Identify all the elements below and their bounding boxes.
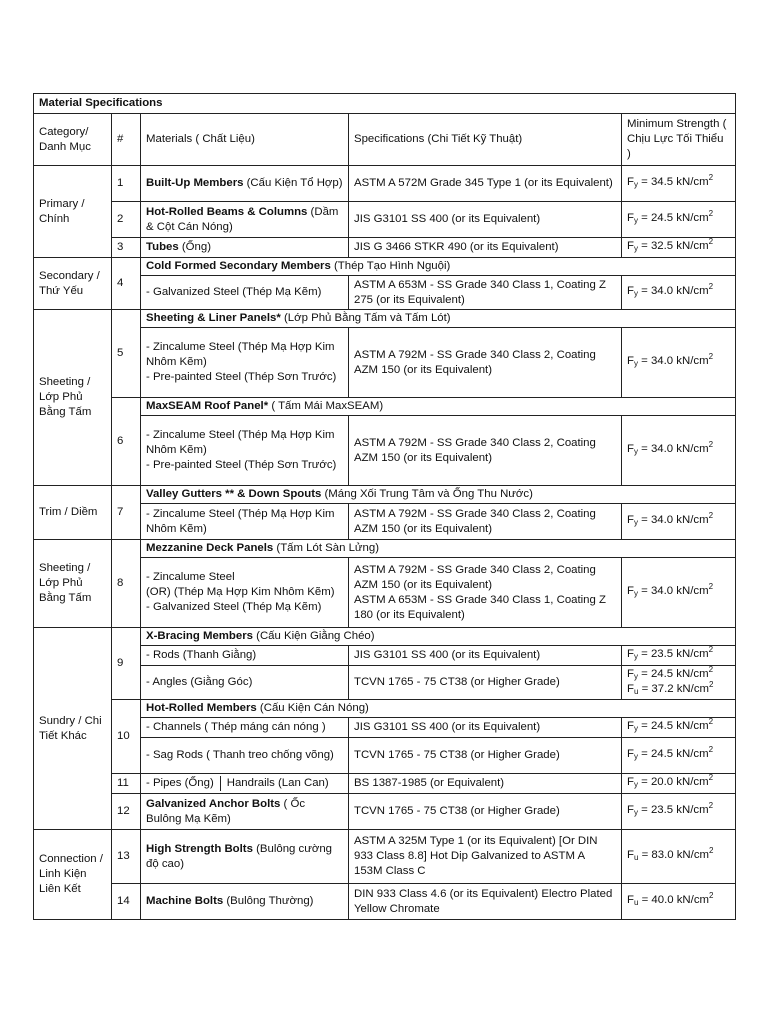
row-num: 14 [112, 884, 141, 920]
strength-cell [622, 504, 736, 540]
strength-cell [622, 646, 736, 666]
header-specifications: Specifications (Chi Tiết Kỹ Thuật) [349, 114, 622, 166]
strength-value: = 34.0 kN/cm [637, 585, 709, 597]
row-num: 1 [112, 166, 141, 202]
row-num: 13 [112, 830, 141, 884]
material-item: - Pre-painted Steel (Thép Sơn Trước) [146, 459, 337, 471]
category-sundry: Sundry / Chi Tiết Khác [34, 628, 112, 830]
material-cell [141, 774, 349, 794]
table-row [34, 830, 736, 884]
spec-line: ASTM A 792M - SS Grade 340 Class 2, Coating AZM 150 (or its Equivalent) [354, 563, 596, 591]
strength-sub: y [633, 518, 638, 527]
header-materials: Materials ( Chất Liệu) [141, 114, 349, 166]
material-cell [141, 830, 349, 884]
strength-value: = 40.0 kN/cm [638, 894, 710, 906]
strength-cell [622, 884, 736, 920]
material-name: High Strength Bolts [146, 842, 253, 855]
material-name: Hot-Rolled Beams & Columns [146, 205, 308, 218]
strength-cell [622, 738, 736, 774]
group-translation: (Máng Xối Trung Tâm và Ống Thu Nước) [321, 488, 533, 500]
strength-value: = 24.5 kN/cm [637, 748, 709, 760]
strength-cell [622, 558, 736, 628]
table-row [34, 258, 736, 276]
row-num: 10 [112, 700, 141, 774]
material-cell [141, 794, 349, 830]
strength-sup: 2 [708, 511, 714, 520]
material-cell: - Angles (Giằng Góc) [141, 666, 349, 700]
material-cell [141, 558, 349, 628]
strength-sub: y [633, 780, 638, 789]
group-heading [141, 310, 736, 328]
group-heading [141, 700, 736, 718]
group-name: Sheeting & Liner Panels* [146, 312, 281, 324]
table-row [34, 398, 736, 416]
strength-sup: 2 [708, 209, 714, 218]
row-num: 6 [112, 398, 141, 486]
material-name: Tubes [146, 241, 179, 253]
strength-value: = 24.5 kN/cm [637, 720, 709, 732]
material-cell [141, 166, 349, 202]
category-sheeting: Sheeting / Lớp Phủ Bằng Tấm [34, 310, 112, 486]
strength-symbol: F [627, 648, 634, 660]
category-secondary: Secondary / Thứ Yếu [34, 258, 112, 310]
strength-sub: u [633, 853, 639, 862]
spec-cell: TCVN 1765 - 75 CT38 (or Higher Grade) [349, 738, 622, 774]
table-row [34, 774, 736, 794]
category-trim: Trim / Diềm [34, 486, 112, 540]
strength-cell [622, 666, 736, 700]
strength-sub: y [633, 289, 638, 298]
table-row [34, 884, 736, 920]
strength-sub: y [633, 244, 638, 253]
spec-cell: ASTM A 792M - SS Grade 340 Class 2, Coating AZM 150 (or its Equivalent) [349, 328, 622, 398]
spec-cell: JIS G3101 SS 400 (or its Equivalent) [349, 718, 622, 738]
category-sheeting: Sheeting / Lớp Phủ Bằng Tấm [34, 540, 112, 628]
strength-value: = 23.5 kN/cm [637, 804, 709, 816]
row-num: 11 [112, 774, 141, 794]
spec-cell: ASTM A 792M - SS Grade 340 Class 2, Coating AZM 150 (or its Equivalent) [349, 504, 622, 540]
strength-symbol: F [627, 240, 634, 252]
group-name: Mezzanine Deck Panels [146, 542, 274, 554]
spec-cell: TCVN 1765 - 75 CT38 (or Higher Grade) [349, 794, 622, 830]
strength-cell [622, 276, 736, 310]
material-cell: - Rods (Thanh Giằng) [141, 646, 349, 666]
strength-value: = 34.0 kN/cm [637, 285, 709, 297]
material-item: Handrails (Lan Can) [226, 777, 329, 789]
strength-line [627, 664, 730, 683]
row-num: 7 [112, 486, 141, 540]
strength-value: = 24.5 kN/cm [637, 667, 709, 680]
category-primary: Primary / Chính [34, 166, 112, 258]
strength-symbol: F [627, 176, 634, 188]
strength-value: = 24.5 kN/cm [637, 212, 709, 224]
strength-sup: 2 [709, 679, 714, 689]
strength-sup: 2 [708, 352, 714, 361]
strength-cell [622, 416, 736, 486]
strength-sub: y [633, 180, 638, 189]
table-row [34, 628, 736, 646]
material-translation: (Cấu Kiện Tổ Hợp) [243, 177, 343, 189]
material-name: Galvanized Anchor Bolts [146, 797, 281, 810]
material-name: Built-Up Members [146, 177, 244, 189]
group-translation: (Cấu Kiện Giằng Chéo) [252, 630, 375, 642]
spec-cell: BS 1387-1985 (or Equivalent) [349, 774, 622, 794]
material-item: - Pre-painted Steel (Thép Sơn Trước) [146, 371, 337, 383]
strength-symbol: F [627, 720, 634, 732]
spec-cell: DIN 933 Class 4.6 (or its Equivalent) Electro Plated Yellow Chromate [349, 884, 622, 920]
header-category: Category/ Danh Mục [34, 114, 112, 166]
strength-symbol: F [627, 667, 634, 680]
strength-sub: y [633, 724, 638, 733]
strength-symbol: F [627, 748, 634, 760]
spec-cell: JIS G3101 SS 400 (or its Equivalent) [349, 202, 622, 238]
header-num: # [112, 114, 141, 166]
row-num: 3 [112, 238, 141, 258]
row-num: 12 [112, 794, 141, 830]
material-item: - Galvanized Steel (Thép Mạ Kẽm) [146, 601, 322, 613]
group-translation: (Cấu Kiện Cán Nóng) [256, 702, 369, 714]
strength-symbol: F [627, 849, 634, 861]
material-translation: (Bulông cường độ cao) [146, 842, 332, 870]
material-cell: - Channels ( Thép máng cán nóng ) [141, 718, 349, 738]
strength-value: = 23.5 kN/cm [637, 648, 709, 660]
strength-sup: 2 [708, 582, 714, 591]
strength-sup: 2 [708, 645, 714, 654]
material-item: - Zincalume Steel (Thép Mạ Hợp Kim Nhôm Kẽm) [146, 341, 335, 368]
strength-value: = 34.0 kN/cm [637, 355, 709, 367]
group-heading [141, 258, 736, 276]
strength-value: = 34.0 kN/cm [637, 443, 709, 455]
strength-symbol: F [627, 776, 634, 788]
table-row [34, 486, 736, 504]
strength-sub: y [633, 752, 638, 761]
spec-cell: ASTM A 325M Type 1 (or its Equivalent) [Or DIN 933 Class 8.8] Hot Dip Galvanized to ASTM A 153M Class C [349, 830, 622, 884]
strength-sup: 2 [708, 173, 714, 182]
strength-symbol: F [627, 585, 634, 597]
spec-cell [349, 558, 622, 628]
group-heading [141, 540, 736, 558]
material-item: - Zincalume Steel (Thép Mạ Hợp Kim Nhôm Kẽm) [146, 429, 335, 456]
strength-value: = 83.0 kN/cm [638, 849, 710, 861]
strength-value: = 20.0 kN/cm [637, 776, 709, 788]
row-num: 2 [112, 202, 141, 238]
strength-value: = 37.2 kN/cm [638, 682, 710, 695]
strength-sub: y [633, 359, 638, 368]
material-item: (OR) (Thép Mạ Hợp Kim Nhôm Kẽm) [146, 586, 335, 598]
table-row [34, 794, 736, 830]
material-cell [141, 884, 349, 920]
header-strength: Minimum Strength ( Chịu Lực Tối Thiểu ) [622, 114, 736, 166]
material-item: - Zincalume Steel [146, 571, 235, 583]
table-title: Material Specifications [34, 94, 736, 114]
table-row [34, 238, 736, 258]
row-num: 5 [112, 310, 141, 398]
strength-cell [622, 794, 736, 830]
group-translation: ( Tấm Mái MaxSEAM) [268, 400, 384, 412]
material-name: Machine Bolts [146, 895, 224, 907]
title-row [34, 94, 736, 114]
material-split [146, 776, 343, 791]
material-translation: (Bulông Thường) [223, 895, 314, 907]
group-heading [141, 398, 736, 416]
group-translation: (Lớp Phủ Bằng Tấm và Tấm Lót) [280, 312, 451, 324]
strength-cell [622, 202, 736, 238]
material-translation: ( Ốc Bulông Mạ Kẽm) [146, 797, 306, 825]
strength-sup: 2 [708, 745, 714, 754]
material-translation: (Ống) [178, 241, 211, 253]
strength-value: = 34.5 kN/cm [637, 176, 709, 188]
group-name: MaxSEAM Roof Panel* [146, 400, 269, 412]
spec-cell: ASTM A 653M - SS Grade 340 Class 1, Coating Z 275 (or its Equivalent) [349, 276, 622, 310]
material-cell: - Sag Rods ( Thanh treo chống võng) [141, 738, 349, 774]
strength-sub: y [633, 671, 638, 681]
strength-sup: 2 [709, 846, 714, 855]
row-num: 8 [112, 540, 141, 628]
group-translation: (Thép Tạo Hình Nguội) [330, 260, 451, 272]
strength-sub: y [633, 652, 638, 661]
strength-cell [622, 328, 736, 398]
material-cell: - Zincalume Steel (Thép Mạ Hợp Kim Nhôm Kẽm) [141, 504, 349, 540]
spec-cell: ASTM A 792M - SS Grade 340 Class 2, Coating AZM 150 (or its Equivalent) [349, 416, 622, 486]
material-cell [141, 238, 349, 258]
strength-symbol: F [627, 514, 634, 526]
strength-sup: 2 [708, 664, 714, 674]
header-row [34, 114, 736, 166]
strength-sup: 2 [708, 717, 714, 726]
material-cell [141, 328, 349, 398]
strength-line [627, 679, 730, 698]
material-specifications-table [33, 93, 736, 920]
strength-symbol: F [627, 894, 634, 906]
strength-sup: 2 [708, 282, 714, 291]
strength-cell [622, 166, 736, 202]
group-name: Hot-Rolled Members [146, 702, 257, 714]
strength-sub: y [633, 447, 638, 456]
strength-sub: y [633, 589, 638, 598]
strength-symbol: F [627, 804, 634, 816]
strength-sub: y [633, 808, 638, 817]
material-cell [141, 202, 349, 238]
spec-line: ASTM A 653M - SS Grade 340 Class 1, Coating Z 180 (or its Equivalent) [354, 593, 606, 621]
table-row [34, 540, 736, 558]
strength-symbol: F [627, 443, 634, 455]
strength-cell [622, 774, 736, 794]
row-num: 9 [112, 628, 141, 700]
strength-cell [622, 238, 736, 258]
strength-value: = 32.5 kN/cm [637, 240, 709, 252]
strength-sub: y [633, 216, 638, 225]
spec-cell: ASTM A 572M Grade 345 Type 1 (or its Equivalent) [349, 166, 622, 202]
table-row [34, 700, 736, 718]
group-name: Cold Formed Secondary Members [146, 260, 331, 272]
material-translation: (Dầm & Cột Cán Nóng) [146, 205, 339, 233]
table-row [34, 166, 736, 202]
category-connection: Connection / Linh Kiện Liên Kết [34, 830, 112, 920]
material-item: - Pipes (Ống) [146, 776, 221, 791]
strength-sub: u [633, 686, 639, 696]
spec-cell: TCVN 1765 - 75 CT38 (or Higher Grade) [349, 666, 622, 700]
group-heading [141, 628, 736, 646]
strength-cell [622, 830, 736, 884]
group-translation: (Tấm Lót Sàn Lửng) [273, 542, 380, 554]
strength-cell [622, 718, 736, 738]
spec-cell: JIS G3101 SS 400 (or its Equivalent) [349, 646, 622, 666]
group-heading [141, 486, 736, 504]
spec-cell: JIS G 3466 STKR 490 (or its Equivalent) [349, 238, 622, 258]
strength-value: = 34.0 kN/cm [637, 514, 709, 526]
row-num: 4 [112, 258, 141, 310]
strength-sup: 2 [708, 773, 714, 782]
group-name: X-Bracing Members [146, 630, 253, 642]
material-cell [141, 416, 349, 486]
material-cell: - Galvanized Steel (Thép Mạ Kẽm) [141, 276, 349, 310]
strength-symbol: F [627, 355, 634, 367]
group-name: Valley Gutters ** & Down Spouts [146, 488, 322, 500]
strength-sup: 2 [709, 891, 714, 900]
strength-symbol: F [627, 682, 634, 695]
strength-sup: 2 [708, 237, 714, 246]
strength-symbol: F [627, 285, 634, 297]
strength-symbol: F [627, 212, 634, 224]
strength-sub: u [633, 898, 639, 907]
strength-sup: 2 [708, 801, 714, 810]
strength-sup: 2 [708, 440, 714, 449]
table-row [34, 310, 736, 328]
table-row [34, 202, 736, 238]
